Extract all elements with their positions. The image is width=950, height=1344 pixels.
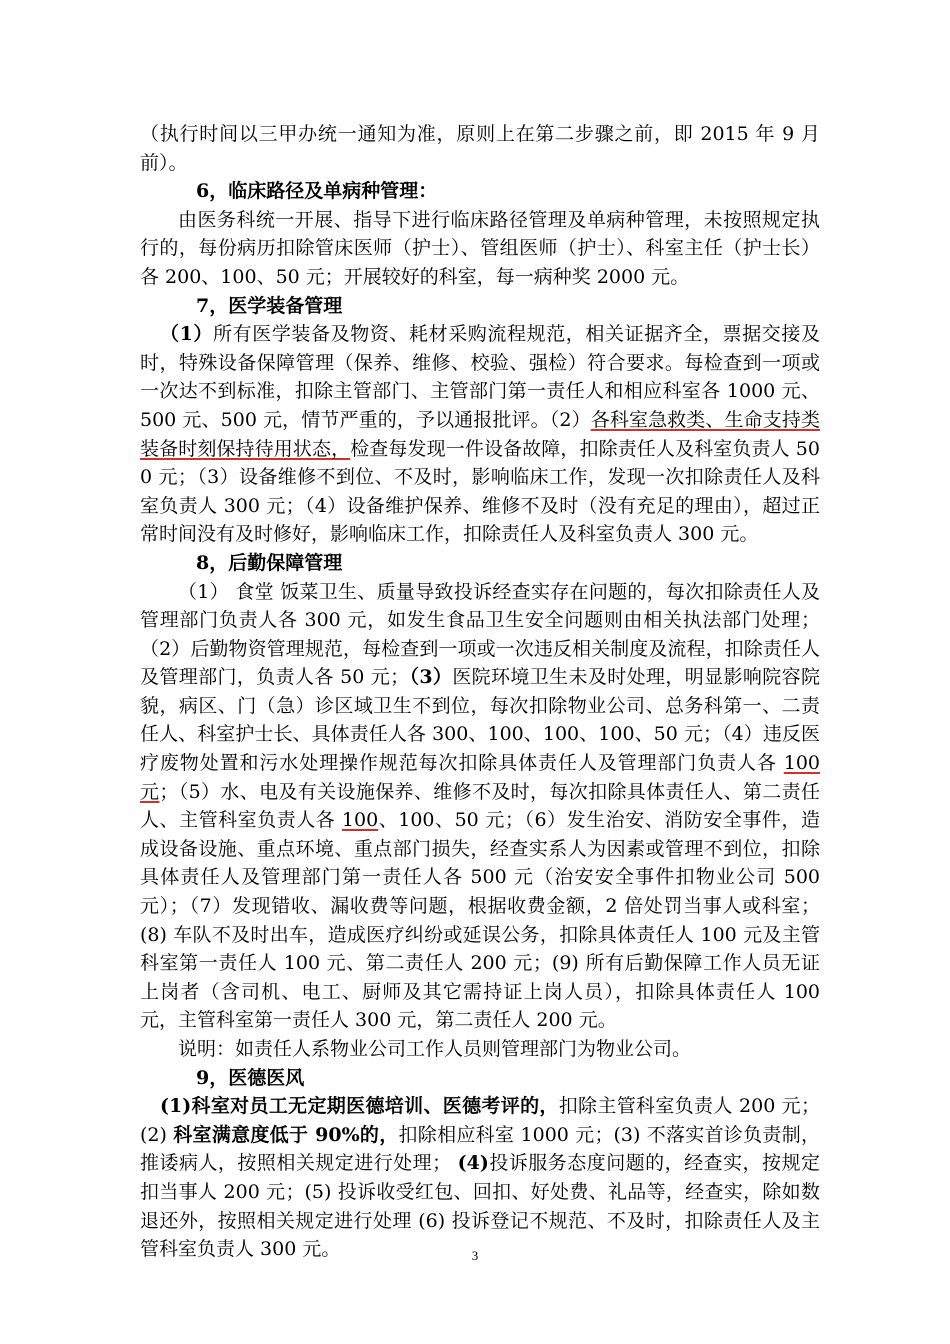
- text-segment: （1） 食堂 饭菜卫生、质量导致投诉经查实存在问题的，每次扣除责任人及管理部门负责人各 300 元，如发生食品卫生安全问题则由相关执法部门处理；（2）后勤物资管理规范，每检查到一项或一次违反相关制度及流程，扣除责任人及管理部门，负责人各 50 元；: [140, 580, 820, 689]
- heading-medical-equipment: 7，医学装备管理: [196, 294, 343, 317]
- text-segment: 、100、50 元；（6）发生治安、消防安全事件，造成设备设施、重点环境、重点部门损失，经查实系人为因素或管理不到位，扣除具体责任人及管理部门第一责任人各 500 元（治安安全事件扣物业公司 500 元）；（7）发现错收、漏收费等问题，根据收费金额，2 倍处罚当事人或科室；(8) 车队不及时出车，造成医疗纠纷或延误公务，扣除具体责任人 100 元及主管科室第一责任人 100 元、第二责任人 200 元；(9) 所有后勤保障工作人员无证上岗者（含司机、电工、厨师及其它需持证上岗人员），扣除具体责任人 100 元，主管科室第一责任人 300 元，第二责任人 200 元。: [140, 809, 820, 1032]
- heading-logistics: 8，后勤保障管理: [196, 551, 343, 574]
- text-segment: ；（5）水、电及有关设施保养、维修不及时，每次扣除具体责任人、第二责任人、主管科室负责人各: [140, 780, 820, 832]
- heading-medical-ethics: 9，医德医风: [196, 1066, 305, 1089]
- text-segment: 投诉服务态度问题的，经查实，按规定扣当事人 200 元；(5) 投诉收受红包、回扣、好处费、礼品等，经查实，除如数退还外，按照相关规定进行处理 (6) 投诉登记不规范、不及时，扣除责任人及主管科室负责人 300 元。: [140, 1152, 820, 1261]
- item-number: （1）: [160, 323, 214, 346]
- text-segment: 检查每发现一件设备故障，扣除责任人及科室负责人 500 元；（3）设备维修不到位、不及时，影响临床工作，发现一次扣除责任人及科室负责人 300 元；（4）设备维护保养、维修不及时（没有充足的理由），超过正常时间没有及时修好，影响临床工作，扣除责任人及科室负责人 300 元。: [140, 437, 820, 546]
- document-body: [140, 120, 820, 1264]
- text-segment: 医院环境卫生未及时处理，明显影响院容院貌，病区、门（急）诊区域卫生不到位，每次扣除物业公司、总务科第一、二责任人、科室护士长、具体责任人各 300、100、100、100、50 元；（4）违反医疗废物处置和污水处理操作规范每次扣除具体责任人及管理部门负责人各: [140, 666, 820, 775]
- text-segment: 所有医学装备及物资、耗材采购流程规范，相关证据齐全，票据交接及时，特殊设备保障管理（保养、维修、校验、强检）符合要求。每检查到一项或一次达不到标准，扣除主管部门、主管部门第一责任人和相应科室各 1000 元、500 元、500 元，情节严重的，予以通报批评。（2）: [140, 323, 820, 431]
- page-number: 3: [471, 1248, 479, 1263]
- paragraph-intro: （执行时间以三甲办统一通知为准，原则上在第二步骤之前，即 2015 年 9 月前）。: [140, 123, 820, 174]
- bold-text: 科室满意度低于 90%的，: [173, 1123, 399, 1146]
- underlined-text: 各科室急救类、生命支持类装备时刻保持待用状态，: [140, 408, 820, 460]
- paragraph-medical-ethics: [140, 1092, 820, 1264]
- text-segment: 扣除相应科室 1000 元；(3) 不落实首诊负责制，推诿病人，按照相关规定进行处理；: [140, 1123, 821, 1175]
- bold-text: (4): [457, 1152, 489, 1175]
- underlined-text: 100 元: [140, 752, 820, 803]
- text-segment: 扣除主管科室负责人 200 元；(2): [140, 1095, 820, 1146]
- paragraph-logistics: [140, 578, 820, 1036]
- underlined-text: 100: [341, 809, 379, 832]
- paragraph-note: 说明：如责任人系物业公司工作人员则管理部门为物业公司。: [178, 1038, 692, 1060]
- paragraph-medical-equipment: [140, 320, 820, 549]
- heading-clinical-pathway: 6，临床路径及单病种管理：: [196, 180, 438, 203]
- item-number: （3）: [409, 666, 453, 689]
- bold-text: (1)科室对员工无定期医德培训、医德考评的，: [160, 1095, 559, 1118]
- paragraph-clinical-pathway: 由医务科统一开展、指导下进行临床路径管理及单病种管理，未按照规定执行的，每份病历扣除管床医师（护士）、管组医师（护士）、科室主任（护士长）各 200、100、50 元；开展较好的科室，每一病种奖 2000 元。: [140, 208, 820, 288]
